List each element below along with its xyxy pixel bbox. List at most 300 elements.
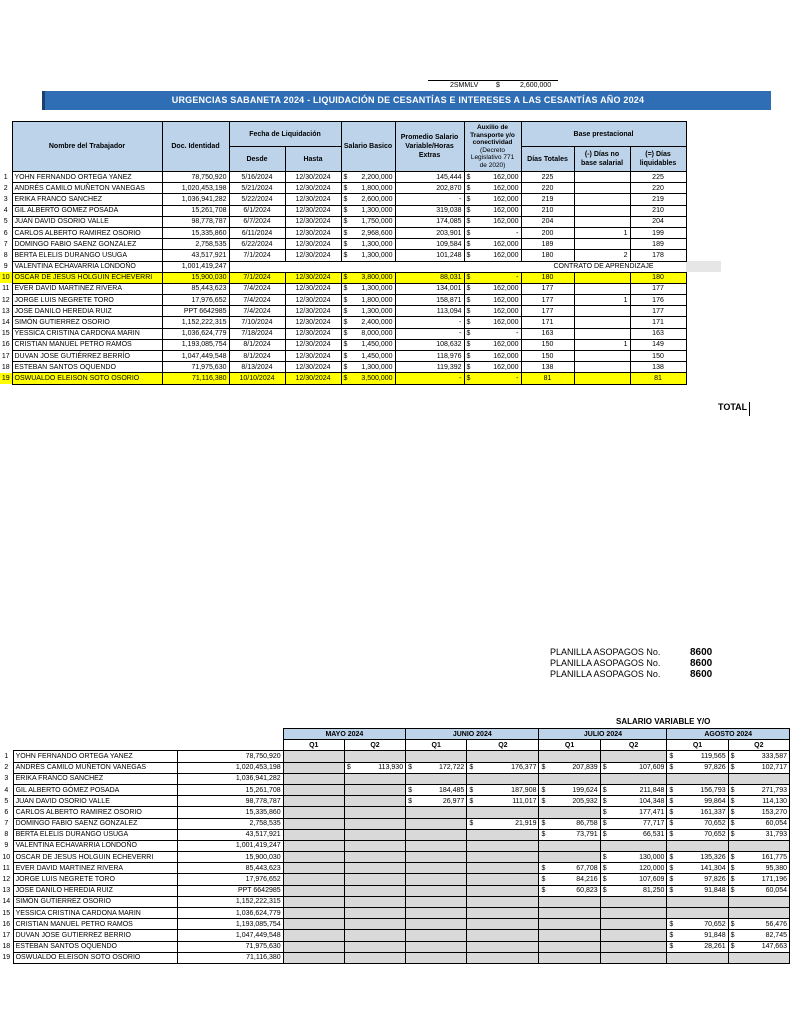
auxilio-transporte <box>464 194 521 205</box>
variable-value-value: 28,261 <box>704 943 726 951</box>
special-note: CONTRATO DE APRENDIZAJE <box>553 263 654 271</box>
salario-basico-value: 1,300,000 <box>361 251 393 259</box>
variable-value-value: 99,864 <box>704 797 726 805</box>
salario-basico-value: 1,450,000 <box>361 352 393 360</box>
empty-value-cell <box>728 896 789 907</box>
variable-value-value: 111,017 <box>512 797 537 805</box>
table-row <box>0 796 790 807</box>
empty-value-cell <box>539 840 600 851</box>
currency-symbol: $ <box>669 820 674 828</box>
variable-value-value: 26,977 <box>442 797 465 805</box>
dias-totales: 225 <box>521 172 574 183</box>
currency-symbol: $ <box>466 296 471 304</box>
worker-doc: 1,001,419,247 <box>177 840 283 851</box>
empty-value-cell <box>406 919 467 930</box>
table-row <box>0 351 721 362</box>
currency-symbol: $ <box>466 319 471 327</box>
empty-value-cell <box>600 941 667 952</box>
variable-value <box>667 751 728 762</box>
currency-symbol: $ <box>343 251 348 259</box>
empty-value-cell <box>467 896 539 907</box>
currency-symbol: $ <box>730 831 735 839</box>
worker-doc: 2,758,535 <box>177 818 283 829</box>
report-title-banner: URGENCIAS SABANETA 2024 - LIQUIDACIÓN DE CESANTÍAS E INTERESES A LAS CESANTÍAS AÑO 2024 <box>42 91 771 110</box>
currency-symbol: $ <box>602 820 607 828</box>
salario-basico <box>341 216 395 227</box>
currency-symbol: $ <box>343 218 348 226</box>
worker-doc: 1,152,222,315 <box>177 896 283 907</box>
worker-name: CRISTIAN MANUEL PETRO RAMOS <box>12 339 162 350</box>
fecha-desde: 6/7/2024 <box>229 216 285 227</box>
empty-value-cell <box>539 751 600 762</box>
auxilio-transporte <box>464 339 521 350</box>
table-row <box>0 216 721 227</box>
variable-value-value: 333,587 <box>761 752 787 760</box>
variable-value-value: 70,652 <box>704 831 726 839</box>
empty-value-cell <box>283 829 344 840</box>
auxilio-transporte-value: 162,000 <box>493 184 519 192</box>
row-number: 9 <box>3 263 8 271</box>
row-number: 16 <box>2 920 11 928</box>
currency-symbol: $ <box>343 296 348 304</box>
table-row <box>0 261 721 272</box>
empty-value-cell <box>406 840 467 851</box>
currency-symbol: $ <box>343 229 348 237</box>
empty-value-cell <box>283 952 344 963</box>
dias-totales: 204 <box>521 216 574 227</box>
promedio-variable: 319,038 <box>395 205 464 216</box>
dias-no-base: 1 <box>574 295 630 306</box>
variable-value <box>728 818 789 829</box>
empty-value-cell <box>344 852 405 863</box>
empty-value-cell <box>406 930 467 941</box>
salario-basico-value: 3,800,000 <box>361 274 393 282</box>
variable-value <box>667 818 728 829</box>
currency-symbol: $ <box>466 285 471 293</box>
row-number: 18 <box>1 363 10 371</box>
dias-no-base <box>574 272 630 283</box>
variable-value <box>600 829 667 840</box>
worker-name: DOMINGO FABIO SAENZ GONZALEZ <box>13 818 177 829</box>
currency-symbol: $ <box>466 195 471 203</box>
variable-value <box>406 796 467 807</box>
currency-symbol: $ <box>343 374 348 382</box>
fecha-hasta: 12/30/2024 <box>285 306 341 317</box>
currency-symbol: $ <box>730 931 735 939</box>
worker-name: ERIKA FRANCO SANCHEZ <box>12 194 162 205</box>
currency-symbol: $ <box>466 207 471 215</box>
currency-symbol: $ <box>602 864 607 872</box>
fecha-desde: 7/1/2024 <box>229 250 285 261</box>
fecha-desde: 7/10/2024 <box>229 317 285 328</box>
dias-liquidables: 219 <box>630 194 686 205</box>
variable-value-value: 84,216 <box>576 876 598 884</box>
empty-value-cell <box>539 908 600 919</box>
promedio-variable: - <box>395 317 464 328</box>
currency-symbol: $ <box>408 764 412 772</box>
dias-no-base: 1 <box>574 339 630 350</box>
currency-symbol: $ <box>602 876 607 884</box>
salario-basico-value: 2,600,000 <box>361 195 393 203</box>
variable-value-value: 107,609 <box>639 764 665 772</box>
smmlv-reference <box>428 80 558 91</box>
dias-totales: 150 <box>521 351 574 362</box>
currency-symbol: $ <box>669 943 674 951</box>
empty-value-cell <box>344 896 405 907</box>
header-dias-no-base: (-) Días no base salarial <box>574 147 630 172</box>
empty-value-cell <box>283 818 344 829</box>
dias-liquidables: 138 <box>630 362 686 373</box>
variable-value-value: 130,000 <box>639 853 665 861</box>
empty-value-cell <box>667 908 728 919</box>
total-label: TOTAL <box>718 402 750 416</box>
table-row <box>0 306 721 317</box>
auxilio-transporte-value: 162,000 <box>493 341 519 349</box>
promedio-variable: - <box>395 194 464 205</box>
table-row <box>0 807 790 818</box>
auxilio-transporte <box>464 317 521 328</box>
worker-doc: 1,020,453,198 <box>177 762 283 773</box>
header-dias-totales: Días Totales <box>521 147 574 172</box>
worker-name: EVER DAVID MARTINEZ RIVERA <box>12 283 162 294</box>
promedio-variable: 109,584 <box>395 239 464 250</box>
worker-doc: 1,036,624,779 <box>162 328 229 339</box>
worker-doc: 98,778,787 <box>162 216 229 227</box>
worker-name: OSCAR DE JESUS HOLGUIN ECHEVERRI <box>13 852 177 863</box>
smmlv-currency: $ <box>496 82 500 89</box>
empty-value-cell <box>283 852 344 863</box>
currency-symbol: $ <box>466 251 471 259</box>
variable-value <box>667 762 728 773</box>
auxilio-transporte-value: 162,000 <box>493 195 519 203</box>
salario-basico-value: 1,750,000 <box>361 218 393 226</box>
currency-symbol: $ <box>466 363 471 371</box>
worker-name: SIMÓN GUTIERREZ OSORIO <box>13 896 177 907</box>
table-row <box>0 919 790 930</box>
variable-value <box>667 784 728 795</box>
currency-symbol: $ <box>343 240 348 248</box>
variable-value <box>667 919 728 930</box>
variable-value-value: 153,270 <box>761 808 787 816</box>
currency-symbol: $ <box>541 764 546 772</box>
salario-basico <box>341 227 395 238</box>
variable-value <box>600 796 667 807</box>
currency-symbol: $ <box>669 808 674 816</box>
variable-value <box>667 863 728 874</box>
table-row <box>0 874 790 885</box>
currency-symbol: $ <box>669 931 674 939</box>
table-row <box>0 908 790 919</box>
auxilio-transporte-value: 162,000 <box>493 363 519 371</box>
row-number: 2 <box>3 184 8 192</box>
fecha-hasta: 12/30/2024 <box>285 373 341 384</box>
currency-symbol: $ <box>669 876 674 884</box>
variable-value-value: 199,624 <box>572 786 598 794</box>
currency-symbol: $ <box>730 764 735 772</box>
empty-value-cell <box>406 896 467 907</box>
empty-value-cell <box>467 773 539 784</box>
worker-name: YOHN FERNANDO ORTEGA YANEZ <box>13 751 177 762</box>
quincena-header: Q2 <box>467 740 539 751</box>
worker-doc: 71,116,380 <box>177 952 283 963</box>
fecha-hasta: 12/30/2024 <box>285 283 341 294</box>
empty-value-cell <box>344 829 405 840</box>
fecha-desde: 7/4/2024 <box>229 295 285 306</box>
variable-value <box>600 885 667 896</box>
salario-basico-value: 2,400,000 <box>361 319 393 327</box>
auxilio-transporte-value: 162,000 <box>493 218 519 226</box>
currency-symbol: $ <box>466 374 471 382</box>
worker-doc: 1,152,222,315 <box>162 317 229 328</box>
empty-value-cell <box>539 930 600 941</box>
empty-value-cell <box>344 919 405 930</box>
variable-value-value: 81,250 <box>642 887 665 895</box>
dias-totales: 171 <box>521 317 574 328</box>
promedio-variable: - <box>395 373 464 384</box>
worker-name: YESSICA CRISTINA CARDONA MARIN <box>13 908 177 919</box>
empty-value-cell <box>344 796 405 807</box>
currency-symbol: $ <box>466 307 471 315</box>
auxilio-transporte-value: 162,000 <box>493 352 519 360</box>
fecha-desde: 8/1/2024 <box>229 351 285 362</box>
dias-liquidables: 204 <box>630 216 686 227</box>
table-row <box>0 250 721 261</box>
variable-value <box>728 751 789 762</box>
salario-basico <box>341 306 395 317</box>
salario-basico <box>341 250 395 261</box>
worker-name: YESSICA CRISTINA CARDONA MARIN <box>12 328 162 339</box>
empty-value-cell <box>728 908 789 919</box>
worker-doc: 15,900,030 <box>177 852 283 863</box>
variable-value-value: 73,791 <box>576 831 598 839</box>
empty-value-cell <box>283 941 344 952</box>
currency-symbol: $ <box>343 352 348 360</box>
salario-basico <box>341 183 395 194</box>
dias-no-base: 1 <box>574 227 630 238</box>
quincena-header: Q1 <box>539 740 600 751</box>
salario-basico-value: 1,800,000 <box>361 296 393 304</box>
header-hasta: Hasta <box>285 147 341 172</box>
table-row <box>0 205 721 216</box>
fecha-hasta: 12/30/2024 <box>285 272 341 283</box>
fecha-hasta: 12/30/2024 <box>285 295 341 306</box>
fecha-hasta: 12/30/2024 <box>285 216 341 227</box>
worker-name: JORGE LUIS NEGRETE TORO <box>13 874 177 885</box>
variable-value-value: 70,652 <box>704 820 726 828</box>
empty-value-cell <box>467 840 539 851</box>
empty-value-cell <box>283 773 344 784</box>
empty-value-cell <box>406 818 467 829</box>
empty-value-cell <box>600 773 667 784</box>
empty-value-cell <box>406 941 467 952</box>
variable-value <box>667 930 728 941</box>
fecha-hasta: 12/30/2024 <box>285 250 341 261</box>
dias-no-base <box>574 351 630 362</box>
variable-value-value: 135,326 <box>700 853 726 861</box>
worker-name: JORGE LUIS NEGRETE TORO <box>12 295 162 306</box>
empty-value-cell <box>283 840 344 851</box>
header-dias-liquidables: (=) Días liquidables <box>630 147 686 172</box>
worker-name: CARLOS ALBERTO RAMIREZ OSORIO <box>13 807 177 818</box>
promedio-variable: 101,248 <box>395 250 464 261</box>
promedio-variable: 113,094 <box>395 306 464 317</box>
worker-doc: 1,036,941,282 <box>177 773 283 784</box>
dias-liquidables: 220 <box>630 183 686 194</box>
row-number: 1 <box>4 752 9 760</box>
table-row <box>0 183 721 194</box>
worker-doc: 15,261,708 <box>162 205 229 216</box>
worker-name: DOMINGO FABIO SAENZ GONZALEZ <box>12 239 162 250</box>
salario-basico <box>341 172 395 183</box>
worker-doc: 71,116,380 <box>162 373 229 384</box>
promedio-variable: - <box>395 328 464 339</box>
empty-value-cell <box>728 840 789 851</box>
currency-symbol: $ <box>346 764 351 772</box>
currency-symbol: $ <box>669 887 674 895</box>
currency-symbol: $ <box>669 864 674 872</box>
empty-value-cell <box>600 919 667 930</box>
worker-doc: 15,900,030 <box>162 272 229 283</box>
row-number: 14 <box>2 898 11 906</box>
variable-value <box>728 852 789 863</box>
currency-symbol: $ <box>466 184 471 192</box>
currency-symbol: $ <box>343 195 348 203</box>
salario-basico-value: 1,300,000 <box>361 307 393 315</box>
worker-name: OSWUALDO ELEISON SOTO OSORIO <box>13 952 177 963</box>
variable-value <box>600 818 667 829</box>
dias-liquidables: 180 <box>630 272 686 283</box>
currency-symbol: $ <box>343 207 348 215</box>
dias-totales: 210 <box>521 205 574 216</box>
variable-value-value: 113,930 <box>378 764 404 772</box>
variable-value-value: 66,531 <box>642 831 665 839</box>
empty-value-cell <box>344 751 405 762</box>
table-row <box>0 283 721 294</box>
variable-value-value: 211,848 <box>639 786 665 794</box>
empty-value-cell <box>467 885 539 896</box>
variable-value <box>539 829 600 840</box>
empty-value-cell <box>667 896 728 907</box>
dias-totales: 177 <box>521 283 574 294</box>
row-number: 12 <box>1 296 10 304</box>
auxilio-transporte-value: - <box>516 229 519 237</box>
worker-doc: 85,443,623 <box>162 283 229 294</box>
variable-value <box>728 930 789 941</box>
dias-no-base <box>574 205 630 216</box>
variable-value <box>600 807 667 818</box>
salario-basico <box>341 317 395 328</box>
table-row <box>0 751 790 762</box>
variable-value <box>467 796 539 807</box>
empty-value-cell <box>344 941 405 952</box>
salario-basico <box>341 205 395 216</box>
variable-value <box>667 829 728 840</box>
dias-no-base <box>574 239 630 250</box>
empty-value-cell <box>728 952 789 963</box>
currency-symbol: $ <box>541 887 546 895</box>
worker-name: GIL ALBERTO GÓMEZ POSADA <box>12 205 162 216</box>
dias-liquidables: 176 <box>630 295 686 306</box>
salario-basico <box>341 272 395 283</box>
currency-symbol: $ <box>466 173 471 181</box>
dias-totales: 138 <box>521 362 574 373</box>
currency-symbol: $ <box>669 786 674 794</box>
planilla-row <box>550 658 768 669</box>
salario-basico-value: 1,450,000 <box>361 341 393 349</box>
table-row <box>0 373 721 384</box>
empty-value-cell <box>467 908 539 919</box>
worker-name: VALENTINA ECHAVARRIA LONDOÑO <box>13 840 177 851</box>
empty-value-cell <box>283 863 344 874</box>
dias-liquidables: 189 <box>630 239 686 250</box>
table-row <box>0 762 790 773</box>
worker-name: JOSE DANILO HEREDIA RUIZ <box>12 306 162 317</box>
row-number: 19 <box>2 954 11 962</box>
worker-doc: 1,020,453,198 <box>162 183 229 194</box>
currency-symbol: $ <box>669 764 674 772</box>
auxilio-transporte-value: - <box>516 330 519 338</box>
worker-doc: 1,036,941,282 <box>162 194 229 205</box>
auxilio-transporte-value: 162,000 <box>493 285 519 293</box>
dias-no-base <box>574 362 630 373</box>
variable-value <box>406 784 467 795</box>
empty-value-cell <box>344 885 405 896</box>
row-number: 15 <box>1 330 10 338</box>
row-number: 13 <box>1 307 10 315</box>
worker-name: ANDRÉS CAMILO MUÑETON VANEGAS <box>12 183 162 194</box>
currency-symbol: $ <box>408 797 412 805</box>
variable-value <box>539 784 600 795</box>
salario-basico <box>341 194 395 205</box>
month-header: JUNIO 2024 <box>406 729 539 740</box>
month-header: AGOSTO 2024 <box>667 729 790 740</box>
fecha-hasta: 12/30/2024 <box>285 239 341 250</box>
empty-value-cell <box>406 751 467 762</box>
variable-value <box>728 829 789 840</box>
row-number: 16 <box>1 341 10 349</box>
variable-value-value: 91,848 <box>704 887 726 895</box>
empty-value-cell <box>406 908 467 919</box>
fecha-hasta: 12/30/2024 <box>285 317 341 328</box>
month-header: JULIO 2024 <box>539 729 667 740</box>
planillas-block <box>550 647 768 680</box>
quincena-header: Q1 <box>406 740 467 751</box>
dias-liquidables: 177 <box>630 306 686 317</box>
fecha-desde: 7/1/2024 <box>229 272 285 283</box>
worker-name: ESTEBAN SANTOS OQUENDO <box>12 362 162 373</box>
worker-name: SIMÓN GUTIERREZ OSORIO <box>12 317 162 328</box>
header-doc: Doc. Identidad <box>162 122 229 172</box>
currency-symbol: $ <box>669 920 674 928</box>
worker-doc: PPT 6642985 <box>177 885 283 896</box>
fecha-desde: 7/4/2024 <box>229 306 285 317</box>
auxilio-transporte-value: 162,000 <box>493 319 519 327</box>
variable-value <box>539 762 600 773</box>
auxilio-transporte <box>464 239 521 250</box>
empty-value-cell <box>467 952 539 963</box>
auxilio-transporte <box>464 205 521 216</box>
row-number: 3 <box>4 775 9 783</box>
row-number: 11 <box>2 864 10 872</box>
empty-value-cell <box>600 751 667 762</box>
dias-liquidables: 177 <box>630 283 686 294</box>
empty-value-cell <box>467 751 539 762</box>
planilla-label: PLANILLA ASOPAGOS No. <box>550 647 661 657</box>
variable-value-value: 119,565 <box>700 752 726 760</box>
worker-doc: PPT 6642985 <box>162 306 229 317</box>
empty-value-cell <box>539 952 600 963</box>
fecha-desde: 8/1/2024 <box>229 339 285 350</box>
